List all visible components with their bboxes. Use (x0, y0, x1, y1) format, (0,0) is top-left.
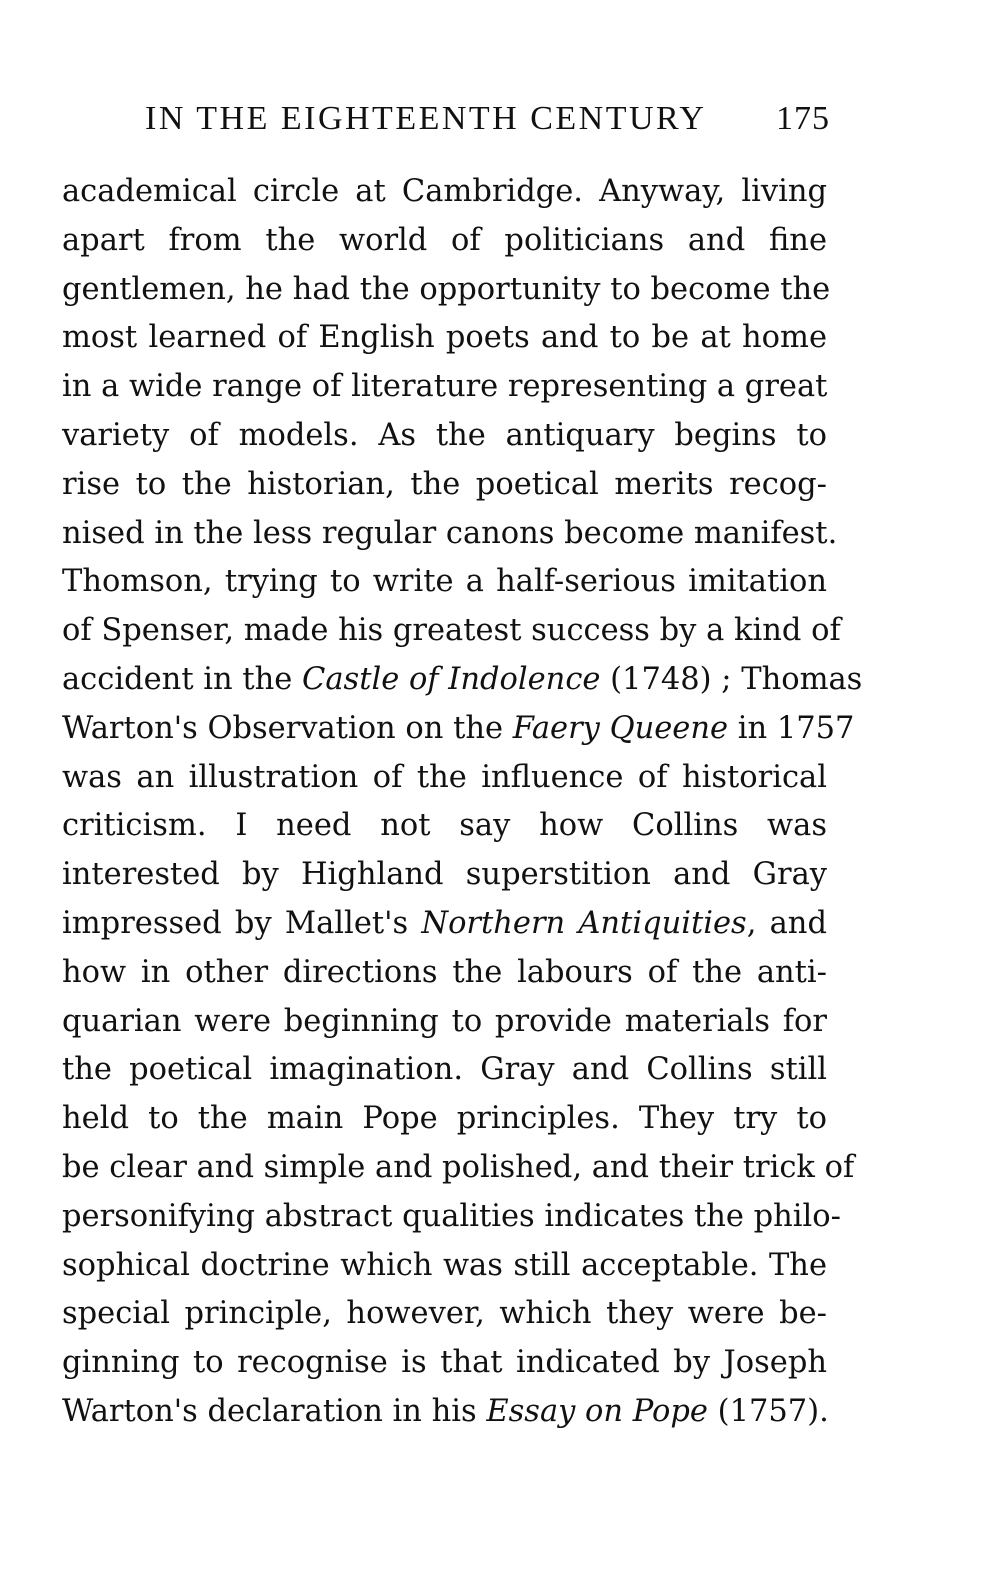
page-number: 175 (776, 100, 830, 137)
work-title: Castle of Indolence (302, 661, 601, 697)
text-line (62, 900, 827, 949)
text-line: most learned of English poets and to be at home (62, 320, 827, 356)
text-line: personifying abstract qualities indicates the philo- (62, 1198, 841, 1234)
text-line (62, 1388, 827, 1437)
running-title: IN THE EIGHTEENTH CENTURY (145, 100, 707, 137)
text-line: sophical doctrine which was still acceptable. The (62, 1247, 827, 1283)
work-title: Northern Antiquities (421, 905, 747, 941)
text-line: interested by Highland superstition and Gray (62, 857, 827, 893)
text-line: ginning to recognise is that indicated by Joseph (62, 1345, 827, 1381)
text-fragment: Warton's Observation on the (62, 710, 513, 746)
text-line: Thomson, trying to write a half-serious imitation (62, 564, 827, 600)
body-paragraph (62, 168, 863, 1437)
text-fragment: in 1757 (728, 710, 855, 746)
text-fragment: , and (746, 905, 827, 941)
text-fragment: (1757). (707, 1393, 829, 1429)
text-line (62, 705, 855, 754)
text-line: how in other directions the labours of the anti- (62, 954, 827, 990)
text-fragment: (1748) ; Thomas (600, 661, 863, 697)
text-line: quarian were beginning to provide materials for (62, 1003, 827, 1039)
running-head (145, 100, 830, 144)
text-line: gentlemen, he had the opportunity to become the (62, 271, 831, 307)
text-line: was an illustration of the influence of historical (62, 759, 827, 795)
text-line: rise to the historian, the poetical merits recog- (62, 466, 827, 502)
text-fragment: accident in the (62, 661, 303, 697)
text-line: of Spenser, made his greatest success by a kind of (62, 613, 841, 649)
text-fragment: Warton's declaration in his (62, 1393, 487, 1429)
work-title: Faery Queene (512, 710, 729, 746)
text-line: academical circle at Cambridge. Anyway, living (62, 174, 827, 209)
text-line: in a wide range of literature representing a great (62, 369, 828, 405)
text-line: be clear and simple and polished, and their trick of (62, 1149, 855, 1185)
text-line: variety of models. As the antiquary begins to (62, 417, 827, 453)
text-line: apart from the world of politicians and fine (62, 222, 827, 258)
text-line (62, 656, 863, 705)
text-line: the poetical imagination. Gray and Collins still (62, 1052, 827, 1088)
text-line: held to the main Pope principles. They try to (62, 1101, 827, 1137)
work-title: Essay on Pope (486, 1393, 708, 1429)
text-line: special principle, however, which they were be- (62, 1296, 827, 1332)
text-line: nised in the less regular canons become manifest. (62, 515, 838, 551)
text-line: criticism. I need not say how Collins was (62, 808, 827, 844)
text-fragment: impressed by Mallet's (62, 905, 422, 941)
